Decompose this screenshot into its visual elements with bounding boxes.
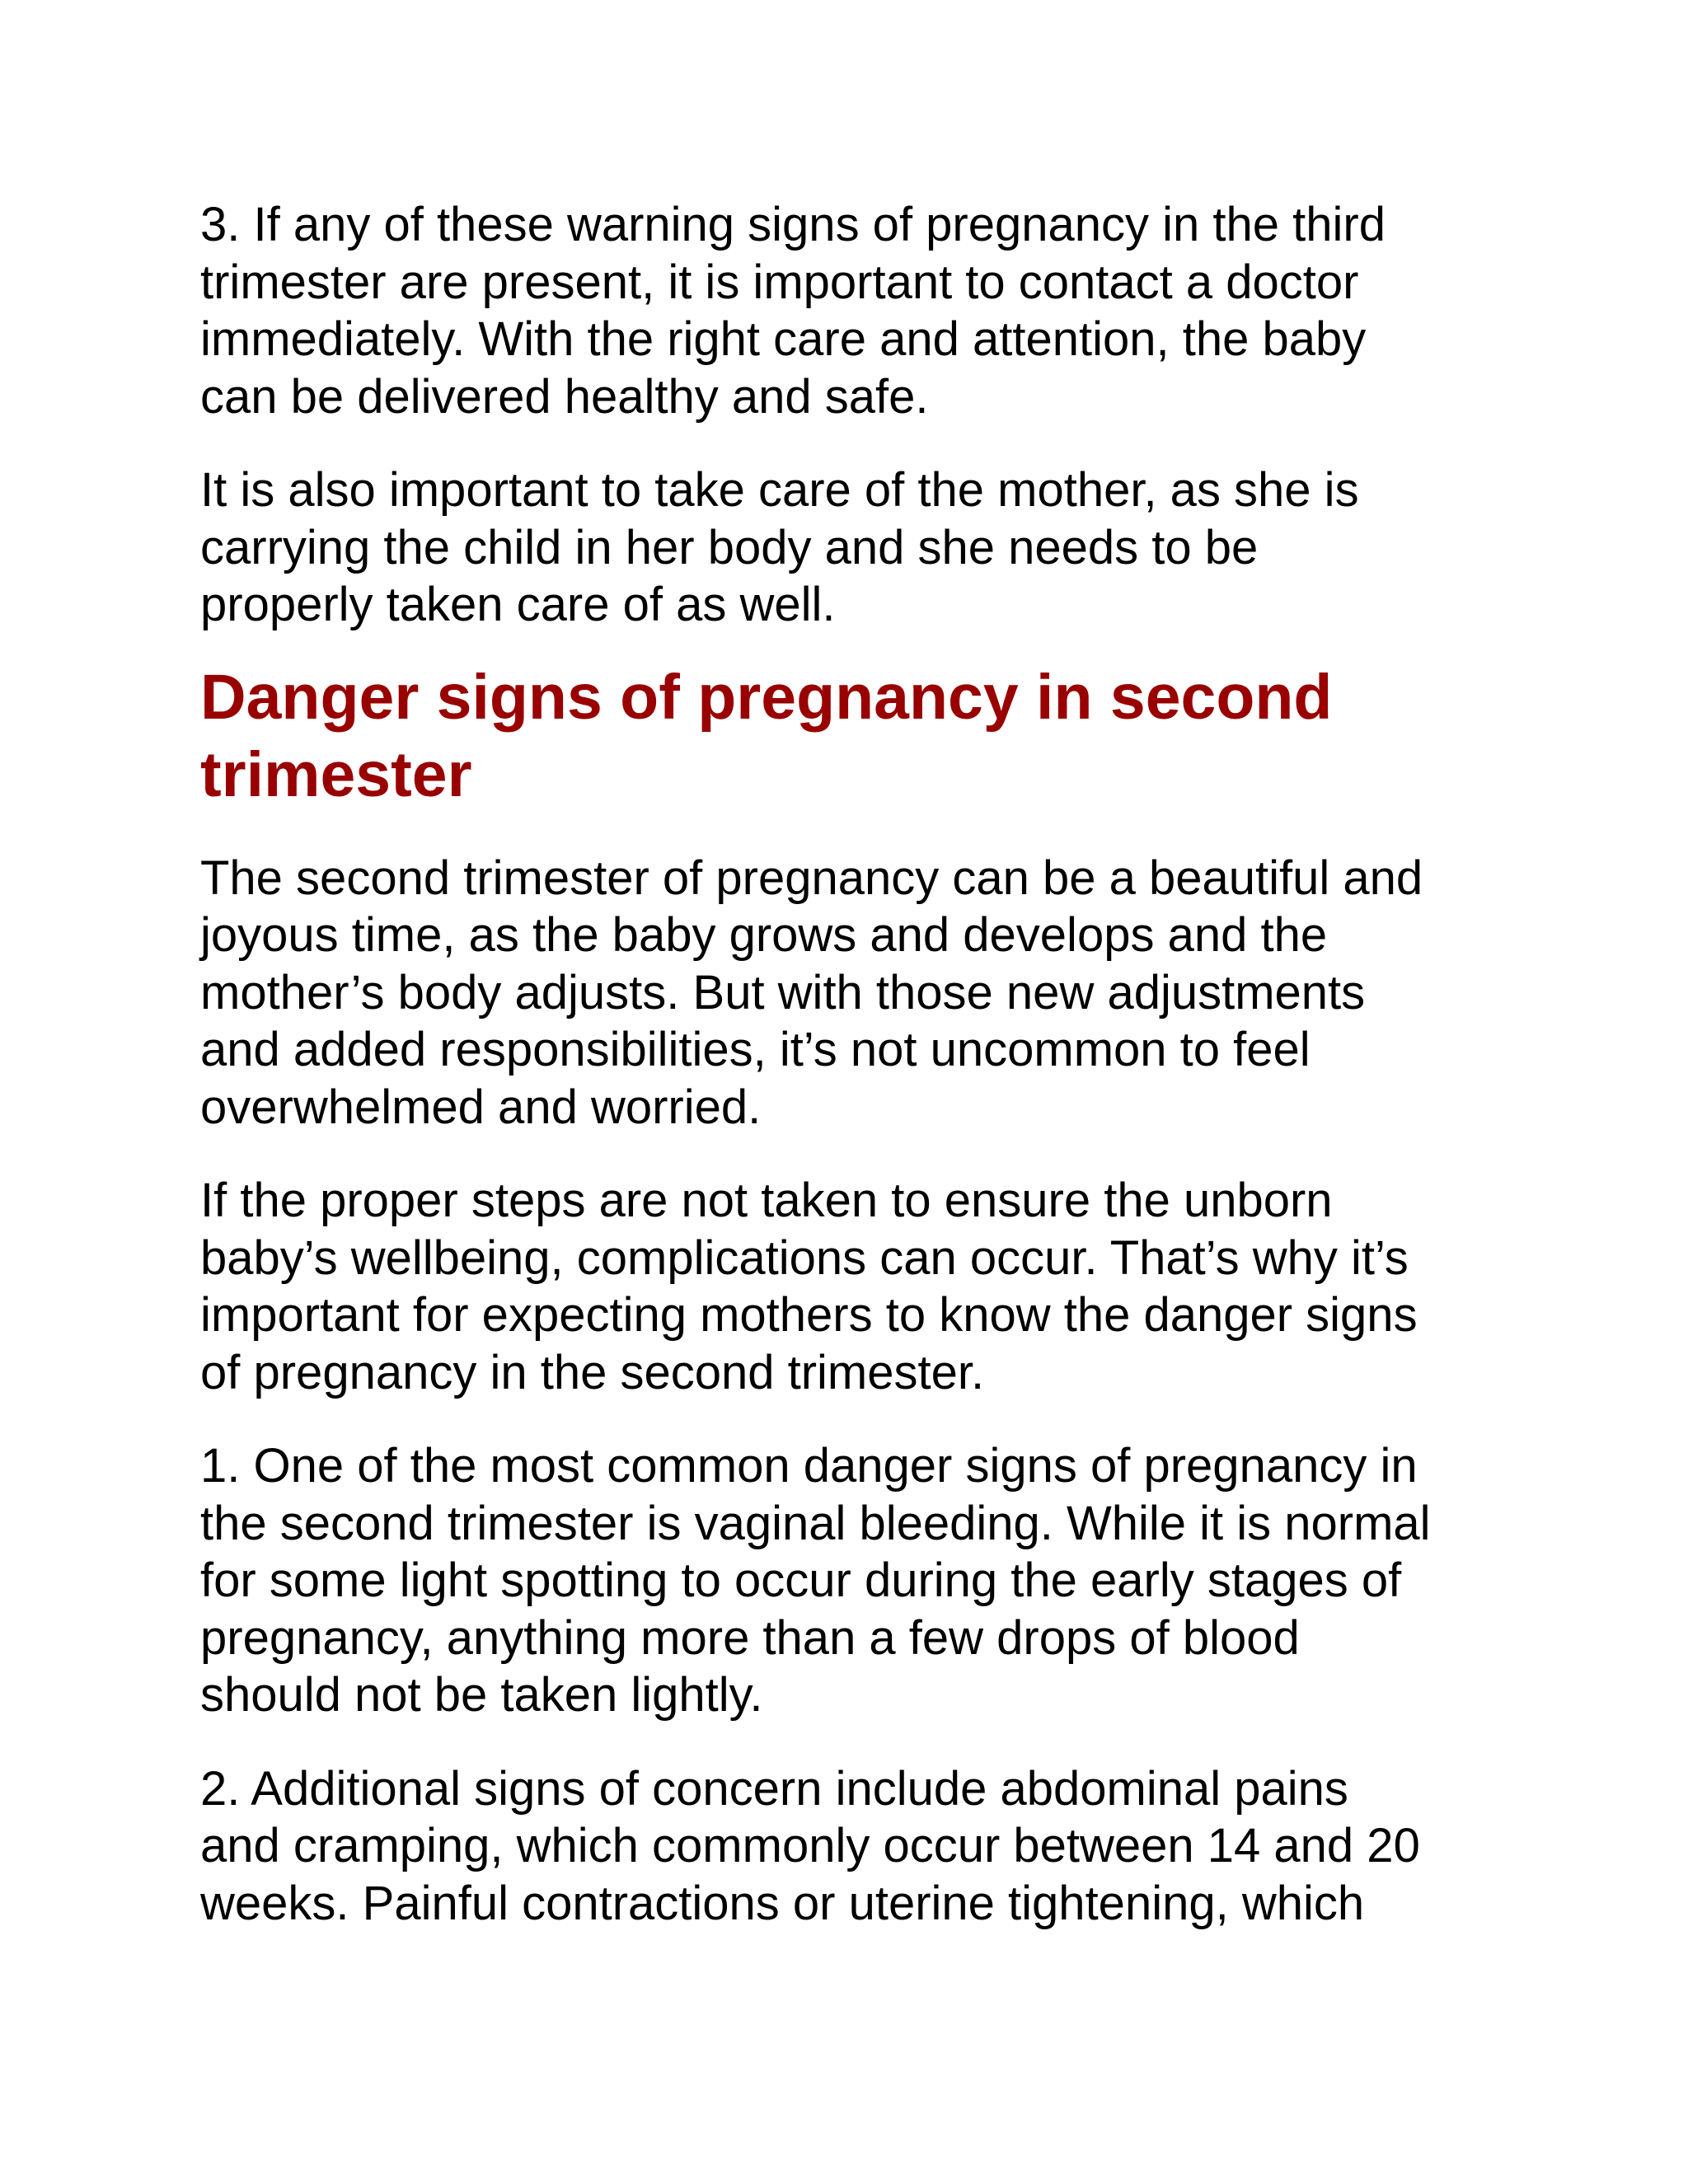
paragraph-warning-signs-third-trimester — [200, 196, 1585, 425]
paragraph-gap — [200, 813, 1585, 850]
paragraph-item-1-vaginal-bleeding — [200, 1437, 1585, 1724]
text-line: baby’s wellbeing, complications can occur. That’s why it’s — [200, 1230, 1409, 1285]
text-line: The second trimester of pregnancy can be a beautiful and — [200, 851, 1423, 905]
text-line: It is also important to take care of the mother, as she is — [200, 463, 1359, 517]
text-line: 2. Additional signs of concern include abdominal pains — [200, 1761, 1348, 1816]
text-line: trimester are present, it is important to contact a doctor — [200, 255, 1359, 309]
text-line: and added responsibilities, it’s not uncommon to feel — [200, 1023, 1311, 1076]
paragraph-gap — [200, 1724, 1585, 1760]
paragraph-proper-steps — [200, 1172, 1585, 1401]
text-line: joyous time, as the baby grows and develops and the — [200, 908, 1328, 962]
text-line: for some light spotting to occur during the early stages of — [200, 1554, 1402, 1607]
heading-line: Danger signs of pregnancy in second — [200, 661, 1333, 733]
paragraph-second-trimester-intro — [200, 850, 1585, 1137]
section-heading — [200, 658, 1585, 813]
paragraph-gap — [200, 1401, 1585, 1437]
text-line: weeks. Painful contractions or uterine tightening, which — [200, 1876, 1365, 1930]
document-body — [200, 196, 1585, 1932]
text-line: properly taken care of as well. — [200, 578, 836, 631]
text-line: and cramping, which commonly occur between 14 and 20 — [200, 1819, 1420, 1872]
text-line: 3. If any of these warning signs of pregnancy in the third — [200, 198, 1386, 251]
paragraph-item-2-abdominal-pains — [200, 1760, 1585, 1933]
text-line: of pregnancy in the second trimester. — [200, 1345, 985, 1399]
heading-line: trimester — [200, 738, 472, 810]
text-line: the second trimester is vaginal bleeding. While it is normal — [200, 1496, 1431, 1550]
text-line: overwhelmed and worried. — [200, 1080, 762, 1134]
text-line: 1. One of the most common danger signs of pregnancy in — [200, 1439, 1418, 1493]
text-line: immediately. With the right care and attention, the baby — [200, 312, 1367, 366]
text-line: should not be taken lightly. — [200, 1668, 763, 1722]
text-line: can be delivered healthy and safe. — [200, 369, 929, 424]
paragraph-gap — [200, 634, 1585, 658]
paragraph-gap — [200, 1136, 1585, 1172]
text-line: pregnancy, anything more than a few drops of blood — [200, 1610, 1300, 1665]
text-line: important for expecting mothers to know the danger signs — [200, 1288, 1418, 1342]
paragraph-mother-care — [200, 462, 1585, 634]
paragraph-gap — [200, 425, 1585, 462]
text-line: mother’s body adjusts. But with those new adjustments — [200, 965, 1366, 1019]
text-line: If the proper steps are not taken to ensure the unborn — [200, 1174, 1333, 1227]
text-line: carrying the child in her body and she needs to be — [200, 520, 1259, 574]
